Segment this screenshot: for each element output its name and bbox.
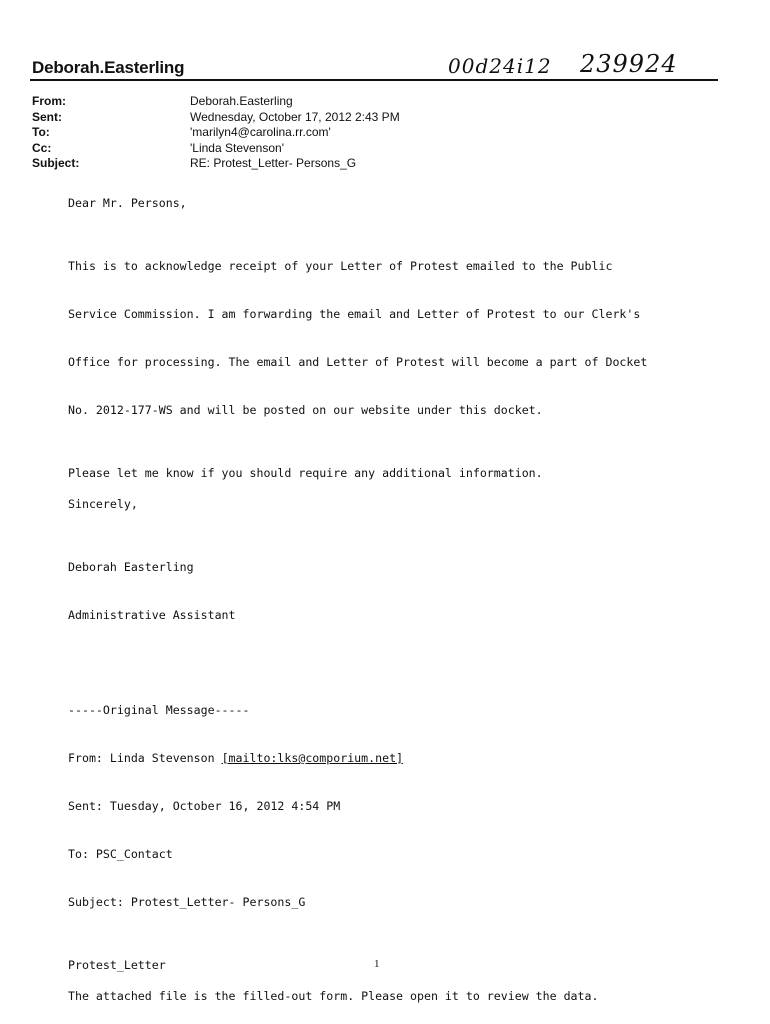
para1-line-2: Service Commission. I am forwarding the email and Letter of Protest to our Clerk's xyxy=(68,307,641,321)
subject-label: Subject: xyxy=(32,156,80,170)
original-subject: Subject: Protest_Letter- Persons_G xyxy=(68,895,306,909)
original-sent: Sent: Tuesday, October 16, 2012 4:54 PM xyxy=(68,799,341,813)
para1-line-1: This is to acknowledge receipt of your Letter of Protest emailed to the Public xyxy=(68,259,613,273)
handwritten-code: 00d24i12 xyxy=(448,54,552,78)
request-paragraph: Please let me know if you should require any additional information. xyxy=(68,466,543,480)
page-number: 1 xyxy=(374,958,380,970)
from-value: Deborah.Easterling xyxy=(190,94,293,108)
cc-value: 'Linda Stevenson' xyxy=(190,140,284,155)
sent-label: Sent: xyxy=(32,109,62,124)
para1-line-4: No. 2012-177-WS and will be posted on our website under this docket. xyxy=(68,403,543,417)
to-row xyxy=(32,125,400,141)
from-label: From: xyxy=(32,94,66,108)
to-value: 'marilyn4@carolina.rr.com' xyxy=(190,125,331,139)
attachment-note: The attached file is the filled-out form. Please open it to review the data. xyxy=(68,989,599,1003)
signature-block xyxy=(68,527,708,655)
handwritten-number: 239924 xyxy=(580,50,678,78)
sent-row xyxy=(32,110,400,126)
original-to: To: PSC_Contact xyxy=(68,847,173,861)
original-from xyxy=(68,750,708,766)
signature-name: Deborah Easterling xyxy=(68,560,194,574)
original-from-prefix: From: Linda Stevenson xyxy=(68,751,222,765)
sent-value: Wednesday, October 17, 2012 2:43 PM xyxy=(190,109,400,124)
email-body xyxy=(68,195,708,1019)
subject-row xyxy=(32,156,400,172)
from-row xyxy=(32,94,400,110)
cc-row xyxy=(32,141,400,157)
original-divider: -----Original Message----- xyxy=(68,703,250,717)
cc-label: Cc: xyxy=(32,140,52,155)
mailto-link[interactable]: [mailto:lks@comporium.net] xyxy=(221,751,404,765)
signature-title: Administrative Assistant xyxy=(68,608,236,622)
acknowledgement-paragraph xyxy=(68,226,708,450)
closing: Sincerely, xyxy=(68,497,138,511)
attachment-name: Protest_Letter xyxy=(68,958,166,972)
sender-title: Deborah.Easterling xyxy=(32,58,185,77)
greeting: Dear Mr. Persons, xyxy=(68,196,187,210)
para1-line-3: Office for processing. The email and Letter of Protest will become a part of Docket xyxy=(68,355,648,369)
header-rule xyxy=(30,79,718,81)
to-label: To: xyxy=(32,125,50,139)
original-message-block xyxy=(68,670,708,942)
email-header-fields xyxy=(32,94,400,172)
subject-value: RE: Protest_Letter- Persons_G xyxy=(190,156,357,170)
